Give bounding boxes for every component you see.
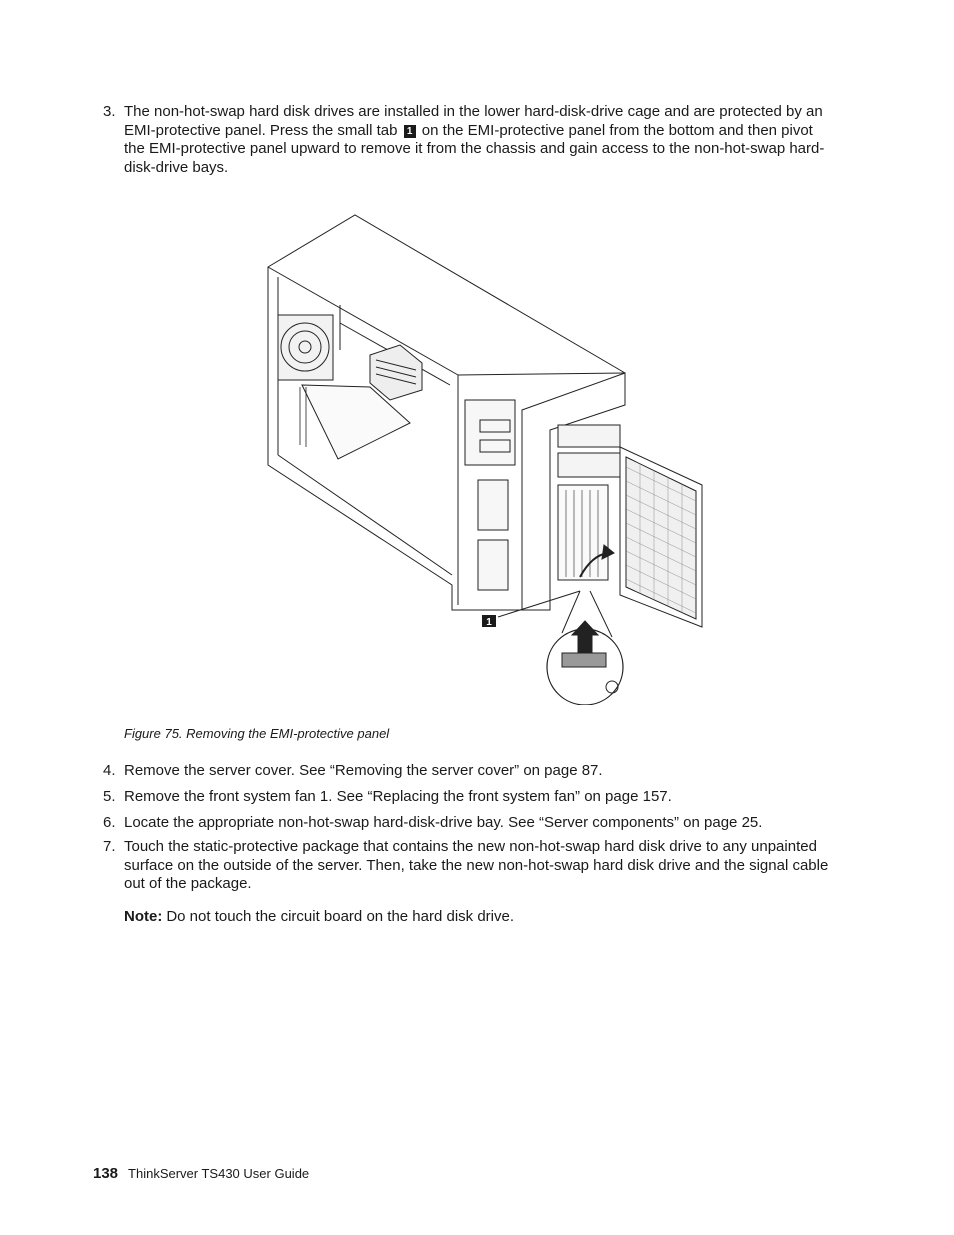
step-text: Touch the static-protective package that contains the new non-hot-swap hard disk drive to any unpainted surface on the outside of the server. Then, take the new non-hot-swap hard disk drive and the signal cable out of the package. — [124, 838, 829, 892]
page-number: 138 — [93, 1165, 119, 1182]
step-number: 5. — [103, 788, 116, 805]
step-3 — [103, 103, 833, 177]
emi-panel-removal-illustration — [240, 205, 710, 705]
note — [124, 908, 514, 927]
step-number: 3. — [103, 103, 116, 120]
step-6 — [103, 814, 833, 833]
callout-marker: 1 — [404, 125, 416, 138]
step-number: 7. — [103, 838, 116, 855]
note-label: Note: — [124, 908, 163, 925]
step-4 — [103, 762, 833, 781]
figure-caption: Figure 75. Removing the EMI-protective panel — [124, 726, 390, 741]
step-number: 4. — [103, 762, 116, 779]
document-title: ThinkServer TS430 User Guide — [128, 1166, 310, 1181]
step-number: 6. — [103, 814, 116, 831]
step-text: Remove the server cover. See “Removing the server cover” on page 87. — [124, 762, 603, 779]
step-7 — [103, 838, 833, 894]
step-5 — [103, 788, 833, 807]
page-footer — [93, 1165, 309, 1182]
note-text: Do not touch the circuit board on the hard disk drive. — [166, 908, 515, 925]
step-text: Locate the appropriate non-hot-swap hard-disk-drive bay. See “Server components” on page 25. — [124, 814, 763, 831]
server-illustration — [240, 205, 710, 705]
step-text: The non-hot-swap hard disk drives are installed in the lower hard-disk-drive cage and are protected by an EMI-protective panel. Press the small tab 1 on the EMI-protective panel from the bottom and then pivot the EMI-protective panel upward to remove it from the chassis and gain access to the non-hot-swap hard-disk-drive bays. — [124, 103, 825, 176]
figure-callout-label: 1 — [486, 617, 492, 628]
step-text: Remove the front system fan 1. See “Replacing the front system fan” on page 157. — [124, 788, 672, 805]
